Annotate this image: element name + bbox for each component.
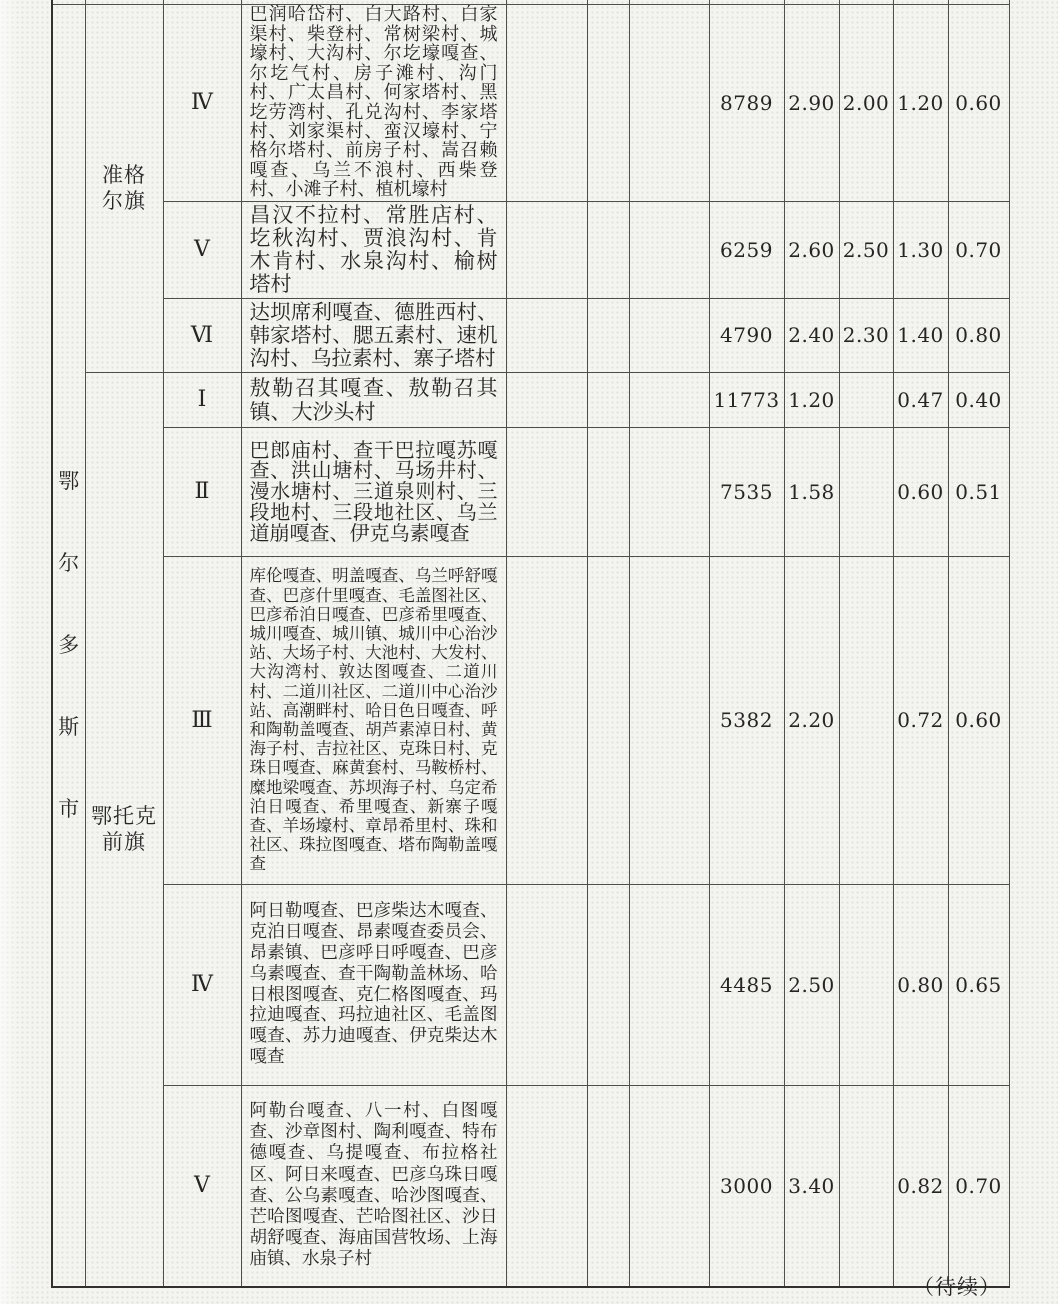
value-cell	[839, 427, 893, 556]
value-cell: 2.50	[784, 884, 839, 1085]
banner-name-line: 鄂托克	[91, 804, 157, 829]
empty-cell	[587, 884, 629, 1085]
villages-cell: 巴郎庙村、查干巴拉嘎苏嘎查、洪山塘村、马场井村、漫水塘村、三道泉则村、三段地村、三段地社区、乌兰道崩嘎查、伊克乌素嘎查	[241, 427, 506, 556]
value-cell: 2.90	[784, 4, 839, 201]
level-cell: Ⅴ	[163, 1085, 241, 1287]
value-cell: 0.82	[893, 1085, 948, 1287]
city-char: 多	[58, 633, 80, 658]
city-char: 市	[58, 797, 80, 822]
table-row	[52, 4, 1009, 201]
value-cell: 2.00	[839, 4, 893, 201]
empty-cell	[629, 884, 709, 1085]
value-cell: 2.30	[839, 298, 893, 372]
value-cell: 0.70	[948, 201, 1009, 298]
villages-cell: 库伦嘎查、明盖嘎查、乌兰呼舒嘎查、巴彦什里嘎查、毛盖图社区、巴彦希泊日嘎查、巴彦希里嘎查、城川嘎查、城川镇、城川中心治沙站、大场子村、大池村、大发村、大沟湾村、敦达图嘎查、二道川村、二道川社区、二道川中心治沙站、高潮畔村、哈日色日嘎查、呼和陶勒盖嘎查、胡芦素淖日村、黄海子村、吉拉社区、克珠日村、克珠日嘎查、麻黄套村、马鞍桥村、糜地梁嘎查、苏坝海子村、乌定希泊日嘎查、希里嘎查、新寨子嘎查、羊场壕村、章昂希里村、珠和社区、珠拉图嘎查、塔布陶勒盖嘎查	[241, 556, 506, 884]
banner-name-line: 准格	[102, 163, 146, 187]
value-cell: 0.51	[948, 427, 1009, 556]
population-cell: 4790	[709, 298, 784, 372]
value-cell: 1.20	[893, 4, 948, 201]
value-cell: 0.65	[948, 884, 1009, 1085]
villages-cell: 阿日勒嘎查、巴彦柴达木嘎查、克泊日嘎查、昂素嘎查委员会、昂素镇、巴彦呼日呼嘎查、巴彦乌素嘎查、查干陶勒盖林场、哈日根图嘎查、克仁格图嘎查、玛拉迪嘎查、玛拉迪社区、毛盖图嘎查、苏力迪嘎查、伊克柴达木嘎查	[241, 884, 506, 1085]
value-cell: 0.40	[948, 372, 1009, 427]
empty-cell	[587, 298, 629, 372]
value-cell: 2.60	[784, 201, 839, 298]
value-cell: 0.60	[893, 427, 948, 556]
table-row	[52, 427, 1009, 556]
level-cell: Ⅴ	[163, 201, 241, 298]
value-cell: 2.20	[784, 556, 839, 884]
empty-cell	[629, 201, 709, 298]
banner-cell-etuokeqian	[85, 372, 163, 1287]
empty-cell	[506, 201, 587, 298]
level-cell: Ⅲ	[163, 556, 241, 884]
value-cell: 0.70	[948, 1085, 1009, 1287]
value-cell: 0.60	[948, 4, 1009, 201]
villages-cell: 敖勒召其嘎查、敖勒召其镇、大沙头村	[241, 372, 506, 427]
table-row	[52, 298, 1009, 372]
table-row	[52, 372, 1009, 427]
population-cell: 8789	[709, 4, 784, 201]
level-cell: Ⅰ	[163, 372, 241, 427]
continued-note: （待续）	[913, 1275, 1001, 1299]
empty-cell	[629, 427, 709, 556]
empty-cell	[587, 427, 629, 556]
level-cell: Ⅵ	[163, 298, 241, 372]
value-cell	[839, 884, 893, 1085]
value-cell: 0.80	[948, 298, 1009, 372]
population-cell: 6259	[709, 201, 784, 298]
value-cell	[839, 556, 893, 884]
table-row	[52, 201, 1009, 298]
villages-cell: 昌汉不拉村、常胜店村、圪秋沟村、贾浪沟村、肯木肯村、水泉沟村、榆树塔村	[241, 201, 506, 298]
population-cell: 5382	[709, 556, 784, 884]
value-cell: 2.40	[784, 298, 839, 372]
city-char: 斯	[58, 715, 80, 740]
villages-cell: 阿勒台嘎查、八一村、白图嘎查、沙章图村、陶利嘎查、特布德嘎查、乌提嘎查、布拉格社区、阿日来嘎查、巴彦乌珠日嘎查、公乌素嘎查、哈沙图嘎查、芒哈图嘎查、芒哈图社区、沙日胡舒嘎查、海庙国营牧场、上海庙镇、水泉子村	[241, 1085, 506, 1287]
table-row	[52, 556, 1009, 884]
empty-cell	[629, 298, 709, 372]
villages-cell: 达坝席利嘎查、德胜西村、韩家塔村、腮五素村、速机沟村、乌拉素村、寨子塔村	[241, 298, 506, 372]
value-cell: 3.40	[784, 1085, 839, 1287]
empty-cell	[506, 427, 587, 556]
empty-cell	[629, 4, 709, 201]
city-char: 鄂	[58, 469, 80, 494]
empty-cell	[629, 1085, 709, 1287]
empty-cell	[506, 372, 587, 427]
value-cell	[839, 1085, 893, 1287]
empty-cell	[587, 4, 629, 201]
empty-cell	[506, 556, 587, 884]
empty-cell	[506, 298, 587, 372]
banner-cell-zhungeer	[85, 4, 163, 372]
level-cell: Ⅱ	[163, 427, 241, 556]
banner-name-line: 尔旗	[102, 189, 146, 213]
population-cell: 11773	[709, 372, 784, 427]
population-cell: 7535	[709, 427, 784, 556]
empty-cell	[587, 372, 629, 427]
empty-cell	[629, 556, 709, 884]
city-cell	[52, 4, 85, 1287]
value-cell	[839, 372, 893, 427]
level-cell: Ⅳ	[163, 4, 241, 201]
value-cell: 0.47	[893, 372, 948, 427]
population-cell: 3000	[709, 1085, 784, 1287]
value-cell: 1.58	[784, 427, 839, 556]
empty-cell	[629, 372, 709, 427]
villages-cell: 巴润哈岱村、白大路村、白家渠村、柴登村、常树梁村、城壕村、大沟村、尔圪壕嘎查、尔圪气村、房子滩村、沟门村、广太昌村、何家塔村、黑圪劳湾村、孔兑沟村、李家塔村、刘家渠村、蛮汉壕村、宁格尔塔村、前房子村、嵩召赖嘎查、乌兰不浪村、西柴登村、小滩子村、植机壕村	[241, 4, 506, 201]
value-cell: 2.50	[839, 201, 893, 298]
value-cell: 1.20	[784, 372, 839, 427]
population-cell: 4485	[709, 884, 784, 1085]
empty-cell	[506, 4, 587, 201]
empty-cell	[506, 1085, 587, 1287]
value-cell: 0.72	[893, 556, 948, 884]
empty-cell	[587, 1085, 629, 1287]
table-row	[52, 884, 1009, 1085]
level-cell: Ⅳ	[163, 884, 241, 1085]
value-cell: 1.40	[893, 298, 948, 372]
empty-cell	[506, 884, 587, 1085]
empty-cell	[587, 556, 629, 884]
value-cell: 0.80	[893, 884, 948, 1085]
city-vertical-label	[53, 470, 85, 820]
empty-cell	[587, 201, 629, 298]
value-cell: 1.30	[893, 201, 948, 298]
banner-name-line: 前旗	[102, 830, 146, 855]
admin-division-table	[51, 0, 1010, 1288]
table-row	[52, 1085, 1009, 1287]
city-char: 尔	[58, 551, 80, 576]
value-cell: 0.60	[948, 556, 1009, 884]
scan-edge-shadow	[0, 0, 20, 1304]
